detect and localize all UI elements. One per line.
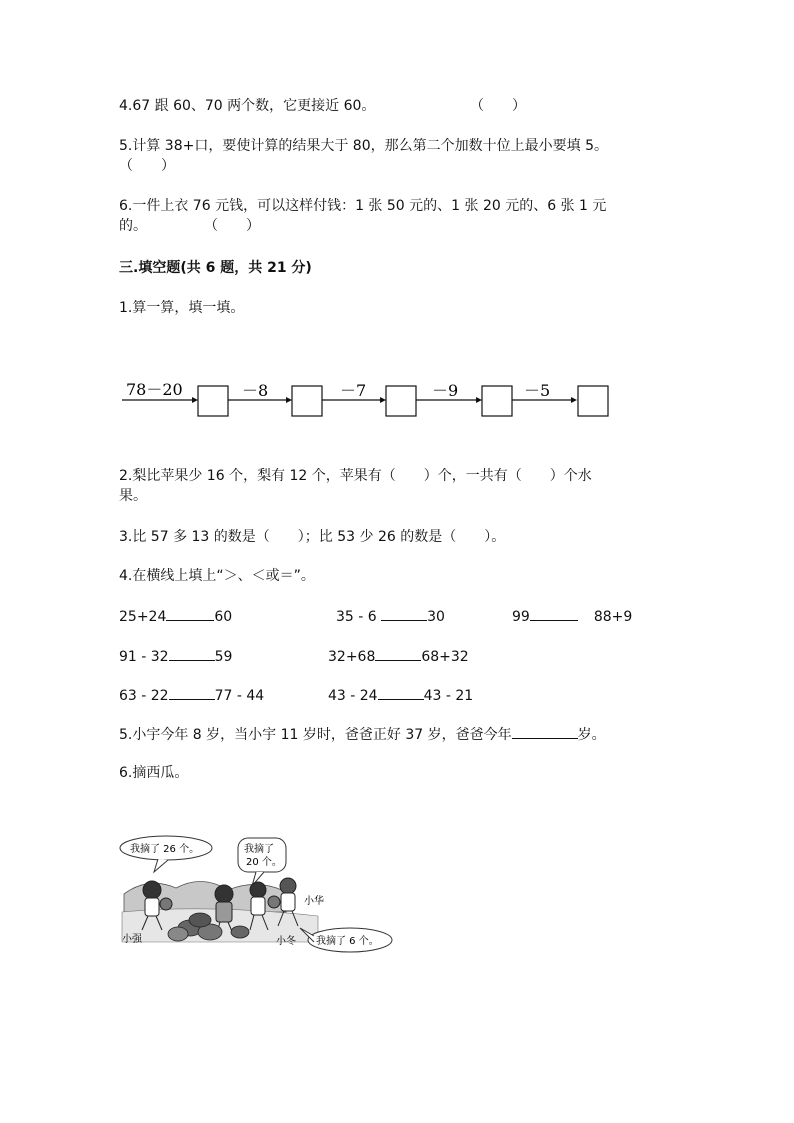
judge-q5-line1: 5.计算 38+口，要使计算的结果大于 80，那么第二个加数十位上最小要填 5。 bbox=[119, 138, 608, 154]
answer-blank[interactable] bbox=[169, 685, 215, 700]
compare-item: 99 88+9 bbox=[512, 606, 632, 627]
arithmetic-chain bbox=[118, 376, 618, 424]
compare-item: 25+24 60 bbox=[119, 606, 232, 627]
speech-bubble-1-tail bbox=[154, 859, 168, 872]
judge-q6-paren: （ ） bbox=[204, 218, 260, 234]
fill-q5: 5.小宇今年 8 岁，当小宇 11 岁时，爸爸正好 37 岁，爸爸今年 岁。 bbox=[119, 724, 606, 745]
chain-start: 78－20 bbox=[126, 380, 183, 399]
fill-q2-line2: 果。 bbox=[119, 488, 147, 504]
speech-bubble-2-line2: 20 个。 bbox=[246, 857, 282, 868]
fill-q2-line1: 2.梨比苹果少 16 个，梨有 12 个，苹果有（ ）个，一共有（ ）个水 bbox=[119, 468, 592, 484]
chain-box-5 bbox=[578, 386, 608, 416]
chain-op-3: －9 bbox=[432, 381, 459, 400]
fill-q6-text: 6.摘西瓜。 bbox=[119, 765, 189, 781]
chain-arrowhead-3 bbox=[476, 397, 482, 403]
section3-title: 三.填空题(共 6 题，共 21 分) bbox=[119, 260, 312, 276]
answer-blank[interactable] bbox=[166, 606, 214, 621]
chain-arrowhead-4 bbox=[571, 397, 577, 403]
judge-q5-paren: （ ） bbox=[119, 158, 175, 174]
speech-bubble-1-text: 我摘了 26 个。 bbox=[130, 844, 200, 855]
name-xiaohua: 小华 bbox=[304, 896, 324, 907]
chain-arrowhead-0 bbox=[192, 397, 198, 403]
answer-blank[interactable] bbox=[375, 646, 421, 661]
judge-q6-line1: 6.一件上衣 76 元钱，可以这样付钱：1 张 50 元的、1 张 20 元的、6 张 1 元 bbox=[119, 198, 607, 214]
chain-op-2: －7 bbox=[340, 381, 367, 400]
answer-blank[interactable] bbox=[169, 646, 215, 661]
chain-box-2 bbox=[292, 386, 322, 416]
answer-blank[interactable] bbox=[378, 685, 424, 700]
answer-blank[interactable] bbox=[381, 606, 427, 621]
fill-q4-text: 4.在横线上填上“＞、＜或＝”。 bbox=[119, 568, 315, 584]
chain-box-4 bbox=[482, 386, 512, 416]
judge-q4-paren: （ ） bbox=[470, 98, 526, 114]
judge-q4 bbox=[119, 96, 375, 116]
chain-arrowhead-1 bbox=[286, 397, 292, 403]
chain-op-4: －5 bbox=[524, 381, 551, 400]
fill-q1-text: 1.算一算，填一填。 bbox=[119, 300, 245, 316]
chain-box-3 bbox=[386, 386, 416, 416]
speech-bubble-2-line1: 我摘了 bbox=[244, 844, 274, 855]
name-xiaodong: 小冬 bbox=[276, 936, 296, 947]
compare-item: 35 - 6 30 bbox=[336, 606, 445, 627]
compare-item: 91 - 32 59 bbox=[119, 646, 232, 667]
compare-item: 63 - 22 77 - 44 bbox=[119, 685, 264, 706]
answer-blank[interactable] bbox=[530, 606, 578, 621]
chain-arrowhead-2 bbox=[380, 397, 386, 403]
watermelon-picking-illustration bbox=[118, 832, 398, 958]
compare-item: 32+68 68+32 bbox=[328, 646, 469, 667]
judge-q6-line2: 的。 bbox=[119, 218, 147, 234]
fill-q3-text: 3.比 57 多 13 的数是（ ）；比 53 少 26 的数是（ ）。 bbox=[119, 529, 506, 545]
name-xiaoqiang: 小强 bbox=[122, 934, 142, 945]
speech-bubble-3-text: 我摘了 6 个。 bbox=[316, 936, 379, 947]
answer-blank[interactable] bbox=[512, 724, 578, 739]
chain-box-1 bbox=[198, 386, 228, 416]
chain-op-1: －8 bbox=[242, 381, 269, 400]
compare-item: 43 - 24 43 - 21 bbox=[328, 685, 473, 706]
judge-q4-text: 4.67 跟 60、70 两个数，它更接近 60。 bbox=[119, 98, 376, 114]
